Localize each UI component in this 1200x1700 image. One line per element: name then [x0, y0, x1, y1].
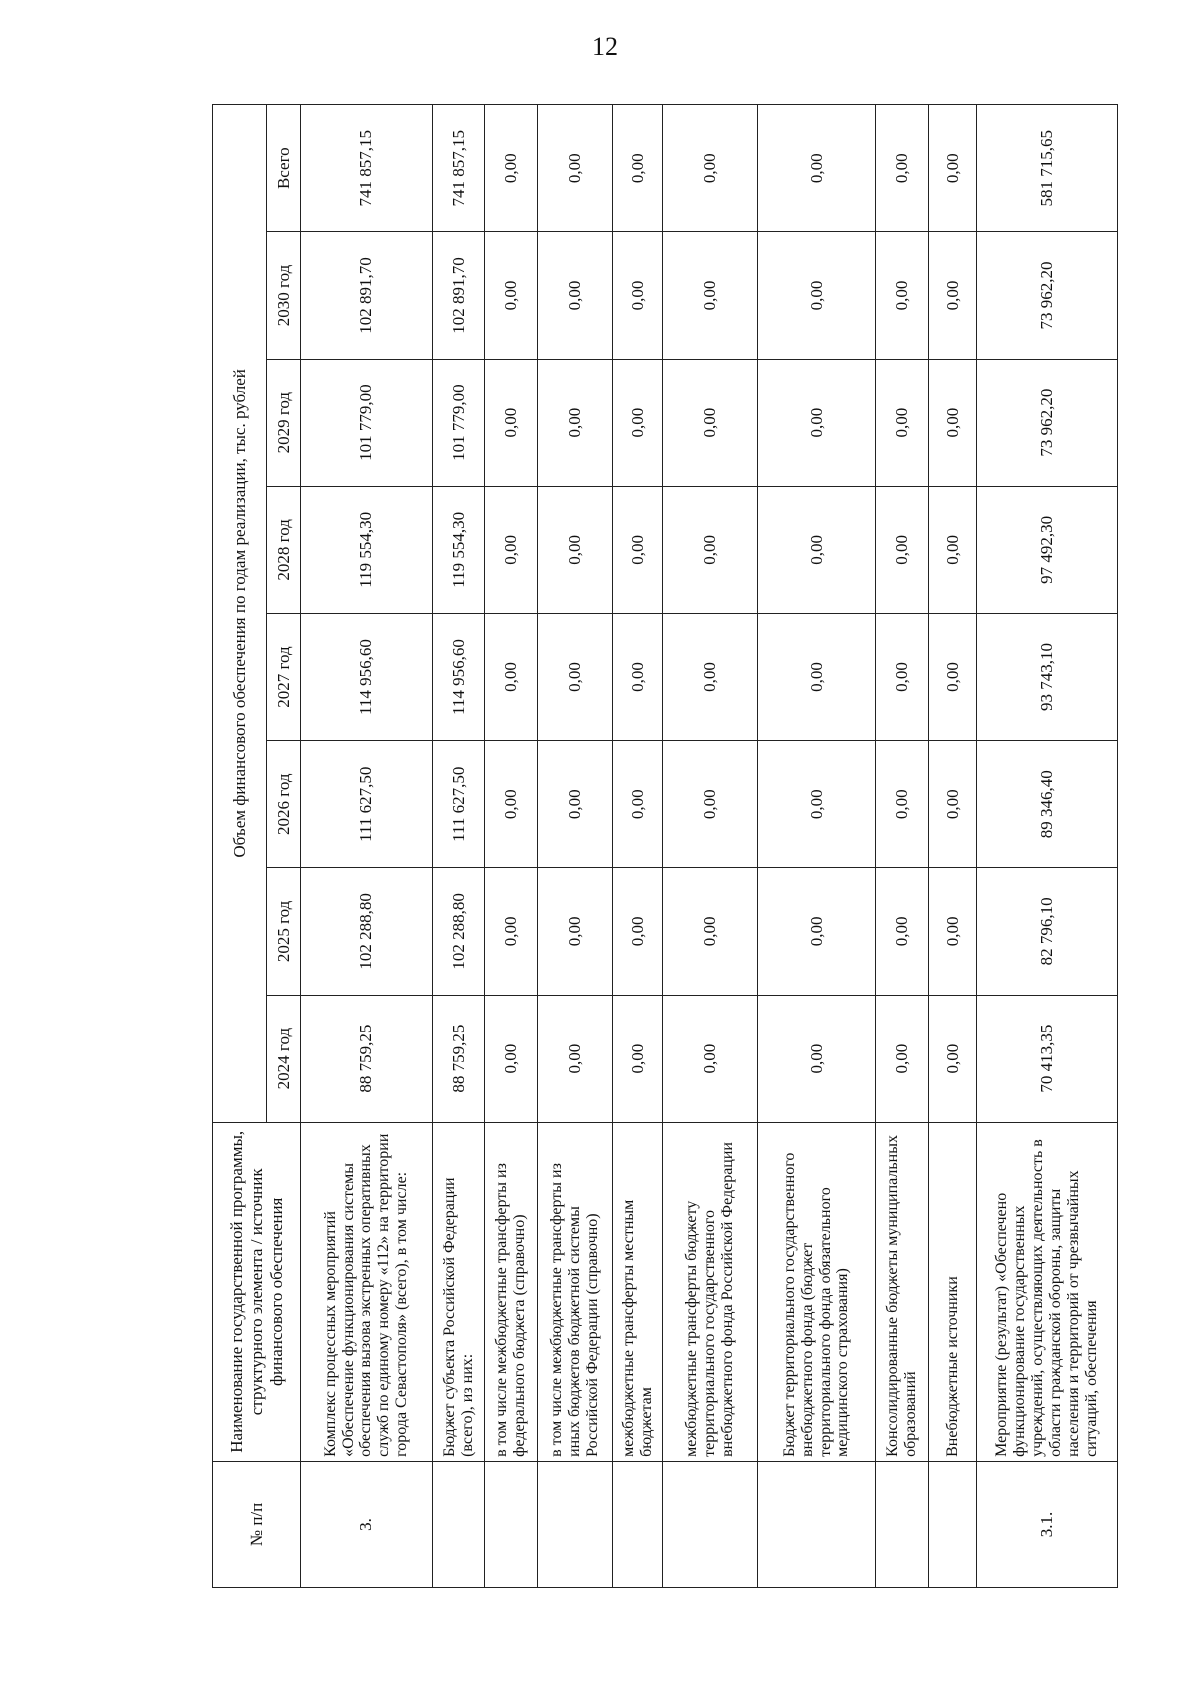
header-year-2030: 2030 год	[267, 232, 301, 359]
header-year-2028: 2028 год	[267, 486, 301, 613]
cell-value: 0,00	[612, 995, 663, 1122]
cell-value: 0,00	[538, 105, 613, 232]
cell-value: 0,00	[663, 359, 757, 486]
cell-value: 0,00	[876, 995, 929, 1122]
cell-value: 119 554,30	[301, 486, 433, 613]
cell-value: 0,00	[485, 995, 538, 1122]
cell-value: 114 956,60	[432, 613, 485, 740]
cell-value: 73 962,20	[977, 232, 1118, 359]
row-name: межбюджетные трансферты бюджету территориального государственного внебюджетного фонда Российской Федерации	[663, 1122, 757, 1461]
cell-value: 0,00	[757, 359, 876, 486]
header-year-2024: 2024 год	[267, 995, 301, 1122]
table-row	[432, 105, 485, 1588]
financing-table	[212, 104, 1118, 1588]
cell-value: 0,00	[612, 232, 663, 359]
row-index: 3.	[301, 1461, 433, 1587]
row-index: 3.1.	[977, 1461, 1118, 1587]
cell-value: 0,00	[612, 741, 663, 868]
cell-value: 581 715,65	[977, 105, 1118, 232]
row-name: Комплекс процессных мероприятий «Обеспечение функционирования системы обеспечения вызова экстренных оперативных служб по единому номеру «112» на территории города Севастополя» (всего), в том числе:	[301, 1122, 433, 1461]
cell-value: 102 288,80	[432, 868, 485, 995]
table-row	[977, 105, 1118, 1588]
table-row	[485, 105, 538, 1588]
header-year-2027: 2027 год	[267, 613, 301, 740]
cell-value: 0,00	[929, 995, 977, 1122]
cell-value: 0,00	[663, 105, 757, 232]
cell-value: 0,00	[538, 232, 613, 359]
row-index	[929, 1461, 977, 1587]
cell-value: 0,00	[612, 613, 663, 740]
cell-value: 0,00	[929, 232, 977, 359]
cell-value: 0,00	[485, 359, 538, 486]
cell-value: 0,00	[663, 868, 757, 995]
cell-value: 0,00	[929, 486, 977, 613]
cell-value: 0,00	[485, 232, 538, 359]
row-index	[538, 1461, 613, 1587]
cell-value: 0,00	[538, 741, 613, 868]
page-number: 12	[592, 32, 618, 61]
table-row	[876, 105, 929, 1588]
cell-value: 0,00	[612, 486, 663, 613]
cell-value: 0,00	[876, 232, 929, 359]
cell-value: 88 759,25	[432, 995, 485, 1122]
row-index	[485, 1461, 538, 1587]
cell-value: 89 346,40	[977, 741, 1118, 868]
cell-value: 102 891,70	[432, 232, 485, 359]
row-name: в том числе межбюджетные трансферты из иных бюджетов бюджетной системы Российской Федерации (справочно)	[538, 1122, 613, 1461]
table-row	[929, 105, 977, 1588]
cell-value: 741 857,15	[301, 105, 433, 232]
row-name: Внебюджетные источники	[929, 1122, 977, 1461]
table-row	[757, 105, 876, 1588]
row-name: Мероприятие (результат) «Обеспечено функционирование государственных учреждений, осуществляющих деятельность в области гражданской обороны, защиты населения и территорий от чрезвычайных ситуаций, обеспечения	[977, 1122, 1118, 1461]
cell-value: 0,00	[876, 486, 929, 613]
cell-value: 0,00	[757, 613, 876, 740]
row-name: Бюджет территориального государственного внебюджетного фонда (бюджет территориального фонда обязательного медицинского страхования)	[757, 1122, 876, 1461]
row-name: в том числе межбюджетные трансферты из федерального бюджета (справочно)	[485, 1122, 538, 1461]
cell-value: 111 627,50	[432, 741, 485, 868]
cell-value: 0,00	[485, 613, 538, 740]
cell-value: 0,00	[538, 613, 613, 740]
cell-value: 0,00	[612, 359, 663, 486]
row-name: Бюджет субъекта Российской Федерации (всего), из них:	[432, 1122, 485, 1461]
cell-value: 102 891,70	[301, 232, 433, 359]
cell-value: 0,00	[538, 868, 613, 995]
cell-value: 0,00	[663, 741, 757, 868]
table-frame	[212, 104, 1118, 1588]
cell-value: 97 492,30	[977, 486, 1118, 613]
cell-value: 0,00	[929, 868, 977, 995]
cell-value: 111 627,50	[301, 741, 433, 868]
cell-value: 93 743,10	[977, 613, 1118, 740]
cell-value: 102 288,80	[301, 868, 433, 995]
cell-value: 0,00	[876, 613, 929, 740]
cell-value: 0,00	[757, 741, 876, 868]
table-row	[612, 105, 663, 1588]
cell-value: 0,00	[929, 613, 977, 740]
cell-value: 88 759,25	[301, 995, 433, 1122]
cell-value: 741 857,15	[432, 105, 485, 232]
cell-value: 0,00	[485, 486, 538, 613]
cell-value: 0,00	[929, 105, 977, 232]
cell-value: 0,00	[929, 741, 977, 868]
cell-value: 0,00	[663, 995, 757, 1122]
cell-value: 70 413,35	[977, 995, 1118, 1122]
header-year-2025: 2025 год	[267, 868, 301, 995]
cell-value: 0,00	[612, 868, 663, 995]
header-total: Всего	[267, 105, 301, 232]
row-name: межбюджетные трансферты местным бюджетам	[612, 1122, 663, 1461]
header-year-2029: 2029 год	[267, 359, 301, 486]
row-index	[757, 1461, 876, 1587]
cell-value: 0,00	[538, 486, 613, 613]
cell-value: 0,00	[876, 359, 929, 486]
row-name: Консолидированные бюджеты муниципальных образований	[876, 1122, 929, 1461]
table-row	[538, 105, 613, 1588]
cell-value: 0,00	[485, 105, 538, 232]
cell-value: 0,00	[876, 105, 929, 232]
row-index	[663, 1461, 757, 1587]
cell-value: 0,00	[876, 741, 929, 868]
cell-value: 0,00	[485, 868, 538, 995]
row-index	[612, 1461, 663, 1587]
header-year-2026: 2026 год	[267, 741, 301, 868]
cell-value: 0,00	[663, 232, 757, 359]
cell-value: 0,00	[757, 105, 876, 232]
header-name: Наименование государственной программы, структурного элемента / источник финансового обеспечения	[213, 1122, 301, 1461]
cell-value: 82 796,10	[977, 868, 1118, 995]
cell-value: 0,00	[757, 995, 876, 1122]
cell-value: 0,00	[538, 359, 613, 486]
cell-value: 0,00	[663, 613, 757, 740]
cell-value: 114 956,60	[301, 613, 433, 740]
header-group: Объем финансового обеспечения по годам реализации, тыс. рублей	[213, 105, 267, 1123]
table-row	[663, 105, 757, 1588]
cell-value: 0,00	[538, 995, 613, 1122]
cell-value: 119 554,30	[432, 486, 485, 613]
cell-value: 101 779,00	[301, 359, 433, 486]
cell-value: 0,00	[485, 741, 538, 868]
cell-value: 0,00	[929, 359, 977, 486]
row-index	[432, 1461, 485, 1587]
cell-value: 0,00	[757, 486, 876, 613]
cell-value: 0,00	[663, 486, 757, 613]
cell-value: 0,00	[876, 868, 929, 995]
rotated-table-container	[212, 104, 1118, 1588]
row-index	[876, 1461, 929, 1587]
cell-value: 0,00	[757, 868, 876, 995]
cell-value: 73 962,20	[977, 359, 1118, 486]
table-row	[301, 105, 433, 1588]
cell-value: 0,00	[757, 232, 876, 359]
cell-value: 101 779,00	[432, 359, 485, 486]
header-index: № п/п	[213, 1461, 301, 1587]
cell-value: 0,00	[612, 105, 663, 232]
